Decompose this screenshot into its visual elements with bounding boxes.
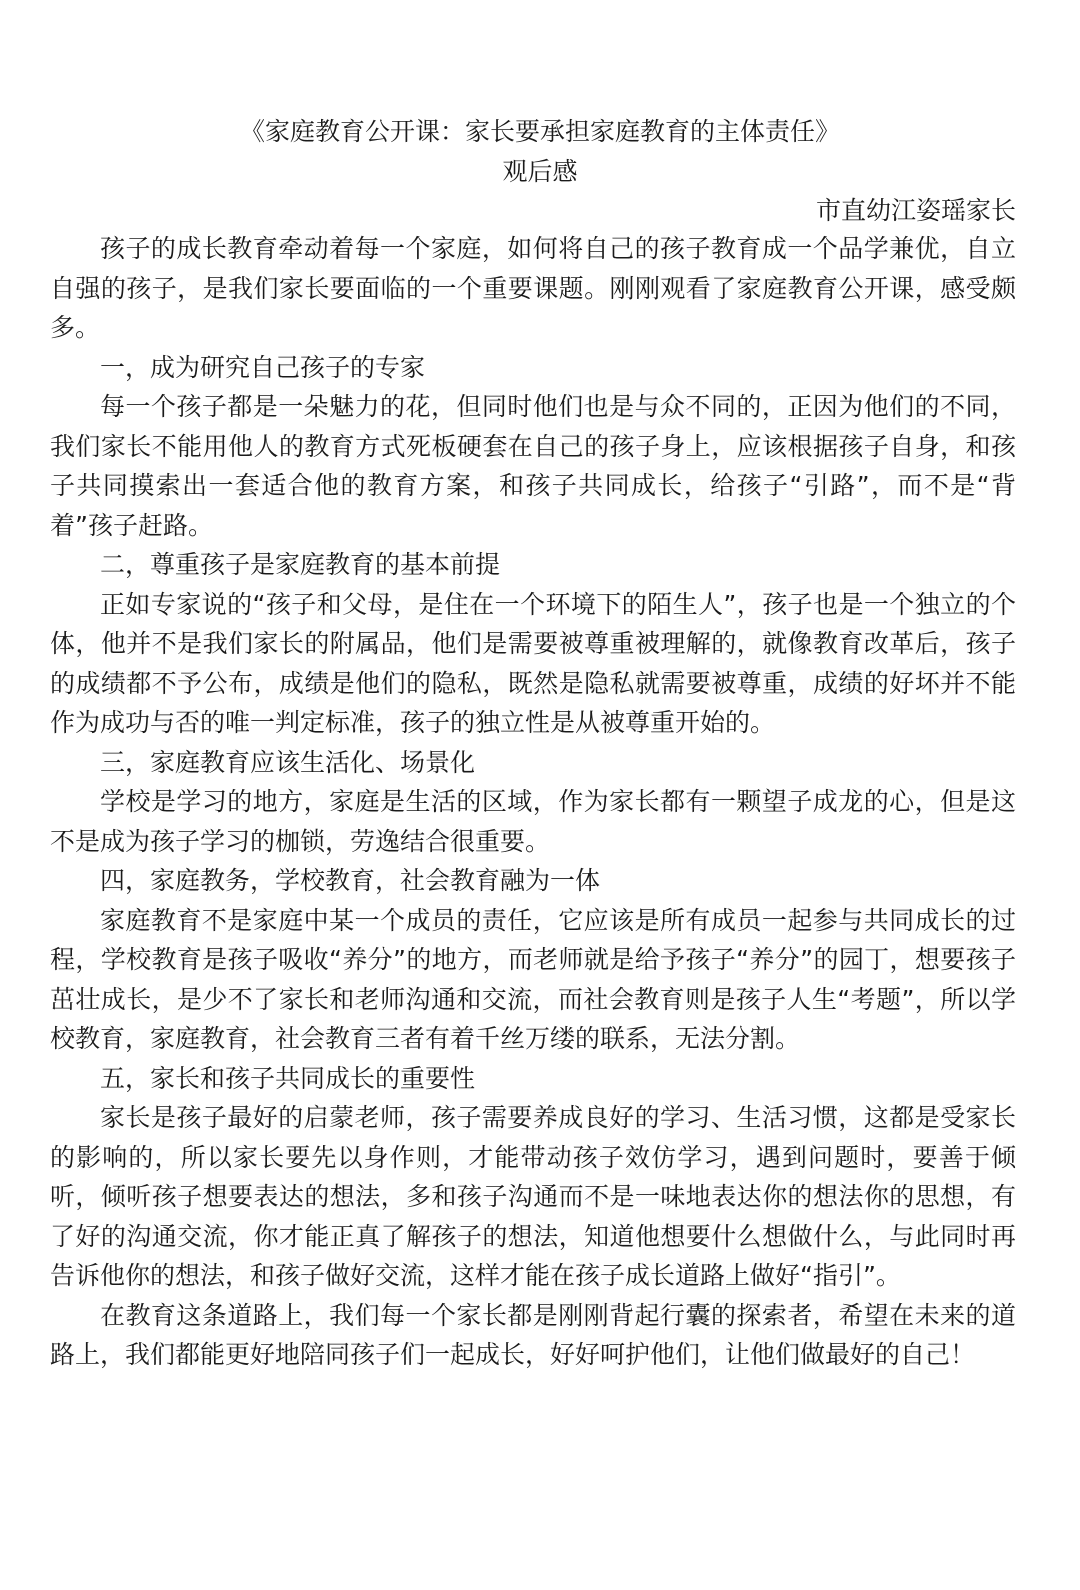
paragraph-section-1: 每一个孩子都是一朵魅力的花，但同时他们也是与众不同的，正因为他们的不同，我们家长不能用他人的教育方式死板硬套在自己的孩子身上，应该根据孩子自身，和孩子共同摸索出一套适合他的教育方案，和孩子共同成长，给孩子“引路”，而不是“背着”孩子赶路。 [50, 392, 1016, 540]
paragraph-section-4: 家庭教育不是家庭中某一个成员的责任，它应该是所有成员一起参与共同成长的过程，学校教育是孩子吸收“养分”的地方，而老师就是给予孩子“养分”的园丁，想要孩子茁壮成长，是少不了家长和老师沟通和交流，而社会教育则是孩子人生“考题”，所以学校教育，家庭教育，社会教育三者有着千丝万缕的联系，无法分割。 [50, 905, 1016, 1053]
document-subtitle: 观后感 [502, 157, 578, 186]
document-author: 市直幼江姿瑶家长 [815, 196, 1016, 225]
paragraph-section-2: 正如专家说的“孩子和父母，是住在一个环境下的陌生人”，孩子也是一个独立的个体，他并不是我们家长的附属品，他们是需要被尊重被理解的，就像教育改革后，孩子的成绩都不予公布，成绩是他们的隐私，既然是隐私就需要被尊重，成绩的好坏并不能作为成功与否的唯一判定标准，孩子的独立性是从被尊重开始的。 [50, 589, 1016, 737]
paragraph-section-5: 家长是孩子最好的启蒙老师，孩子需要养成良好的学习、生活习惯，这都是受家长的影响的，所以家长要先以身作则，才能带动孩子效仿学习，遇到问题时，要善于倾听，倾听孩子想要表达的想法，多和孩子沟通而不是一味地表达你的想法你的思想，有了好的沟通交流，你才能正真了解孩子的想法，知道他想要什么想做什么，与此同时再告诉他你的想法，和孩子做好交流，这样才能在孩子成长道路上做好“指引”。 [50, 1103, 1016, 1290]
document-body [50, 229, 1016, 1375]
paragraph-intro: 孩子的成长教育牵动着每一个家庭，如何将自己的孩子教育成一个品学兼优，自立自强的孩子，是我们家长要面临的一个重要课题。刚刚观看了家庭教育公开课，感受颇多。 [50, 234, 1016, 342]
section-heading-1: 一，成为研究自己孩子的专家 [100, 352, 426, 382]
paragraph-conclusion: 在教育这条道路上，我们每一个家长都是刚刚背起行囊的探索者，希望在未来的道路上，我们都能更好地陪同孩子们一起成长，好好呵护他们，让他们做最好的自己！ [50, 1300, 1016, 1369]
document-title: 《家庭教育公开课：家长要承担家庭教育的主体责任》 [239, 117, 840, 146]
section-heading-2: 二，尊重孩子是家庭教育的基本前提 [100, 550, 501, 579]
section-heading-4: 四，家庭教务，学校教育，社会教育融为一体 [100, 866, 601, 895]
section-heading-3: 三，家庭教育应该生活化、场景化 [100, 747, 476, 777]
paragraph-section-3: 学校是学习的地方，家庭是生活的区域，作为家长都有一颗望子成龙的心，但是这不是成为孩子学习的枷锁，劳逸结合很重要。 [50, 787, 1016, 856]
section-heading-5: 五，家长和孩子共同成长的重要性 [100, 1063, 476, 1093]
